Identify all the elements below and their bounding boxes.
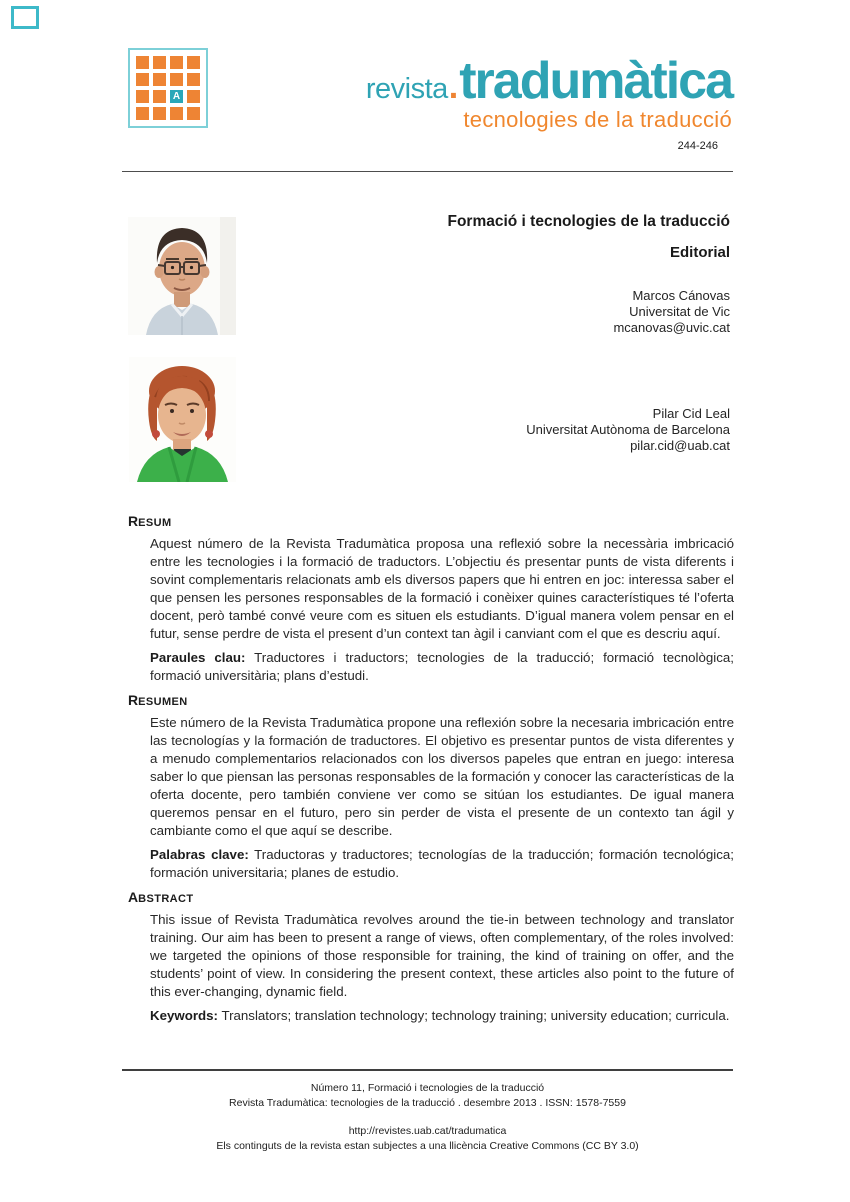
logo-revista-text: revista (365, 73, 448, 105)
header-divider (122, 171, 733, 172)
footer-url[interactable]: http://revistes.uab.cat/tradumatica (348, 1125, 507, 1137)
abstract-paragraph: This issue of Revista Tradumàtica revolves around the tie-in between technology and translator training. Our aim has been to present a range of views, often complementary, of the roles involved: we targeted the opinions of those responsible for training, the kind of training on offer, and the students’ point of view. In considering the present context, these articles also point to the future of this ever-changing, dynamic field. (150, 912, 734, 999)
resumen-keywords: Palabras clave: Traductoras y traductores; tecnologías de la traducción; formación tecnológica; formación universitaria; planes de estudio. (150, 847, 734, 880)
footer-divider (122, 1069, 733, 1071)
abstract-keywords: Keywords: Translators; translation technology; technology training; university education; curricula. (150, 1008, 730, 1023)
keywords-label: Paraules clau: (150, 650, 246, 665)
author-photo-marcos (128, 217, 236, 335)
resum-keywords: Paraules clau: Traductores i traductors; tecnologies de la traducció; formació tecnològica; formació universitària; plans d’estudi. (150, 650, 734, 683)
section-heading-resum: RESUM (128, 513, 172, 529)
author-affiliation: Universitat de Vic (629, 304, 730, 319)
journal-footer (122, 1081, 733, 1154)
abstract-sections (128, 506, 734, 1031)
footer-journal-line: Revista Tradumàtica: tecnologies de la traducció . desembre 2013 . ISSN: 1578-7559 (229, 1097, 626, 1109)
logo-tagline: tecnologies de la traducció (463, 107, 732, 132)
resum-paragraph: Aquest número de la Revista Tradumàtica proposa una reflexió sobre la necessària imbricació entre les tecnologies i la formació de traductors. L’objectiu és presentar punts de vista diferents i sovint complementaris relacionats amb els diversos papers que hi entren en joc: interessa saber el que pensen les persones responsables de la formació i conèixer quines característiques té l’oferta docent, però també convé veure com es situen els estudiants. D’igual manera volem pensar en el futur, sense perdre de vista el present d’un context tan àgil i canviant com el que es descriu aquí. (150, 536, 734, 641)
logo-tradumatica-text: tradumàtica (459, 52, 732, 110)
keywords-label: Keywords: (150, 1008, 218, 1023)
logo-accent-cell: A (170, 90, 183, 103)
section-heading-resumen: RESUMEN (128, 692, 188, 708)
author-affiliation: Universitat Autònoma de Barcelona (526, 422, 730, 437)
article-subtitle: Editorial (669, 244, 730, 261)
footer-license-line: Els continguts de la revista estan subjectes a una llicència Creative Commons (CC BY 3.0) (216, 1140, 639, 1152)
footer-issue-line: Número 11, Formació i tecnologies de la traducció (310, 1082, 545, 1094)
author-name: Pilar Cid Leal (652, 406, 730, 421)
journal-logo (365, 52, 732, 132)
author-email[interactable]: mcanovas@uvic.cat (613, 320, 730, 335)
author-email[interactable]: pilar.cid@uab.cat (630, 438, 730, 453)
keywords-label: Palabras clave: (150, 847, 249, 862)
journal-wordmark (365, 52, 732, 110)
page-range: 244-246 (677, 140, 718, 152)
author-photo-pilar (129, 357, 236, 482)
title-block (300, 213, 730, 261)
section-heading-abstract: ABSTRACT (128, 889, 194, 905)
author-block-pilar (526, 406, 730, 454)
author-name: Marcos Cánovas (632, 288, 730, 303)
corner-mark (11, 6, 39, 29)
author-block-marcos (613, 288, 730, 336)
logo-dot: . (448, 68, 459, 106)
logo-grid-icon (128, 48, 208, 128)
resumen-paragraph: Este número de la Revista Tradumàtica propone una reflexión sobre la necesaria imbricación entre las tecnologías y la formación de traductores. El objetivo es presentar puntos de vista diferentes y a menudo complementarios relacionados con los diversos papeles que entran en juego: interesa saber lo que piensan las personas responsables de la formación y conocer las características de la oferta docente, pero también conviene ver como se sitúan los estudiantes. De igual manera queremos pensar en el futuro, pero sin perder de vista el presente de un contexto tan ágil y cambiante como el que aquí se describe. (150, 715, 734, 838)
article-title: Formació i tecnologies de la traducció (447, 213, 730, 230)
